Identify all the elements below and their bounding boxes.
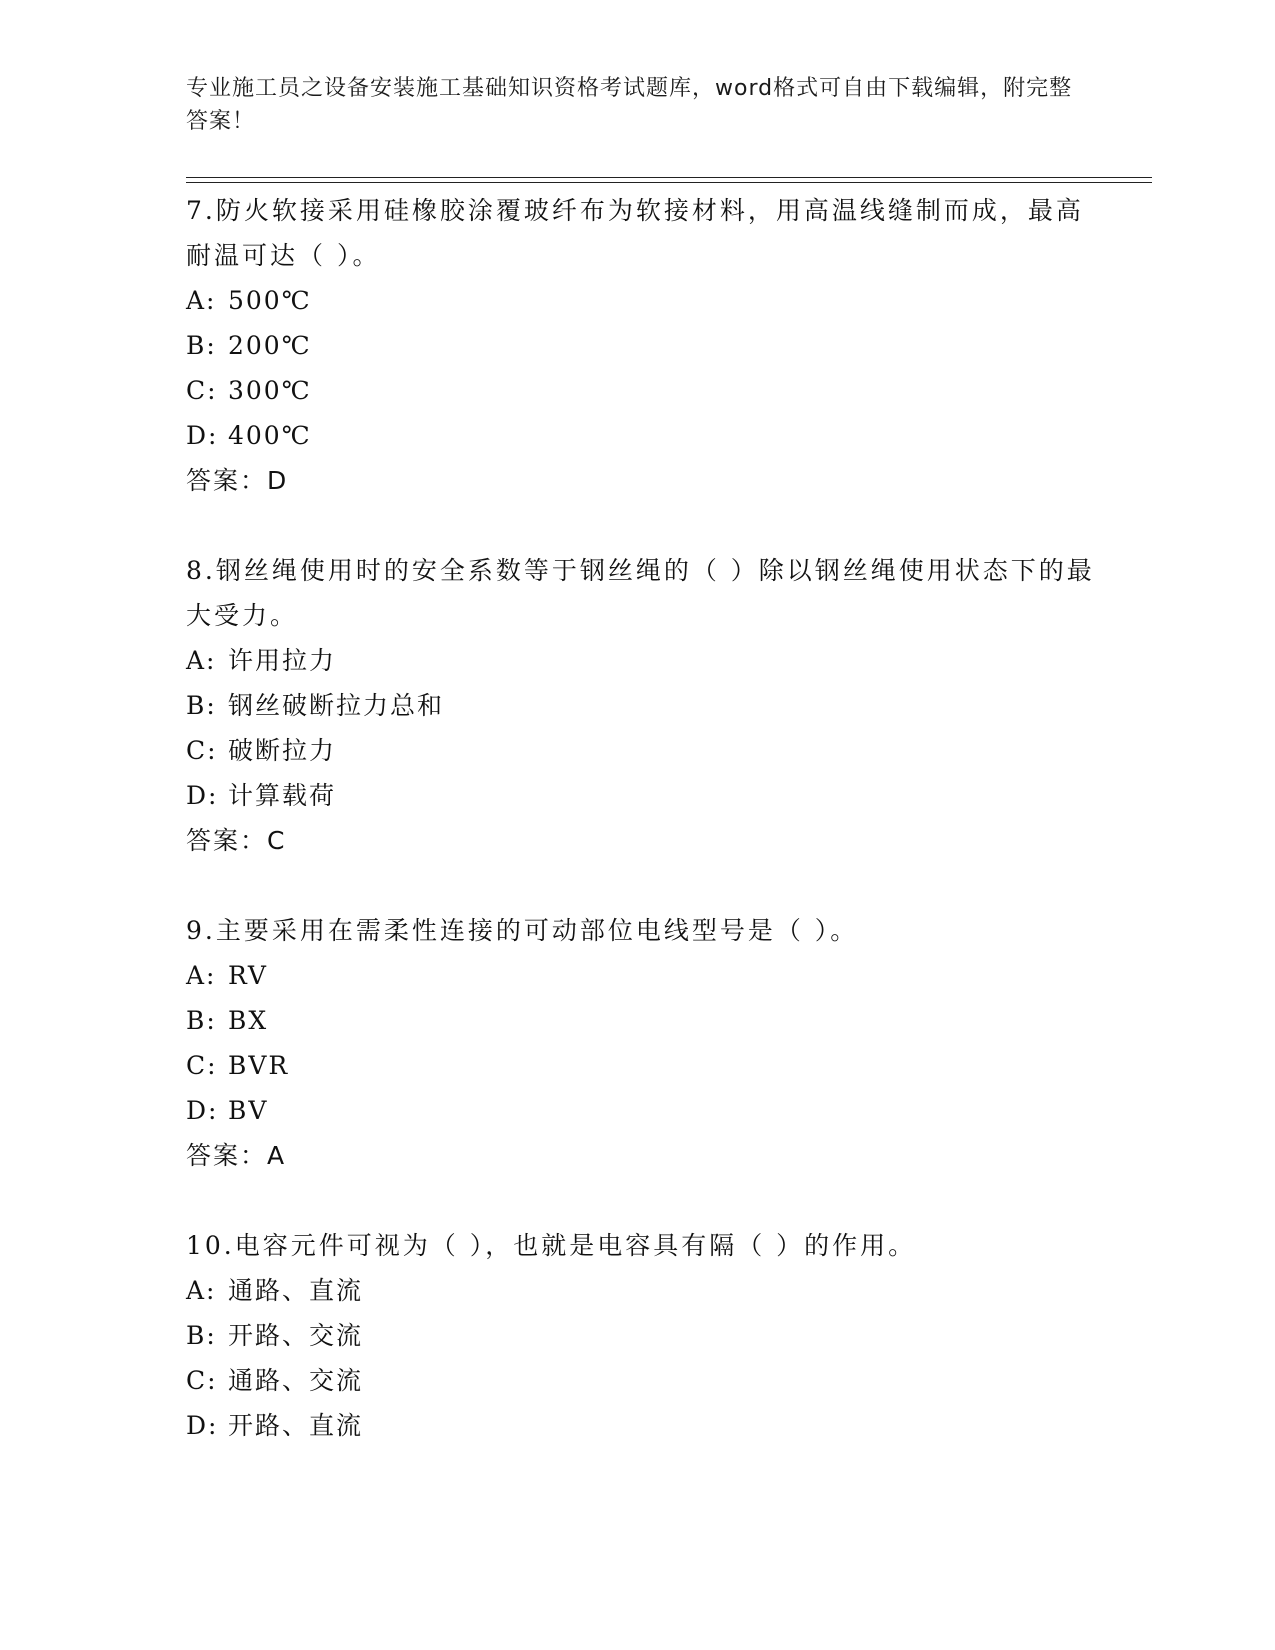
answer-value: C — [267, 826, 287, 855]
option-letter: A: — [186, 286, 217, 315]
option-text: 计算载荷 — [228, 781, 337, 810]
option-a — [186, 638, 1106, 683]
document-header: 专业施工员之设备安装施工基础知识资格考试题库，word格式可自由下载编辑，附完整答案！ — [186, 76, 1073, 134]
option-d — [186, 413, 1106, 458]
option-letter: B: — [186, 331, 217, 360]
option-c — [186, 1043, 1106, 1088]
option-letter: A: — [186, 961, 217, 990]
question-spacer — [186, 863, 1106, 908]
option-a — [186, 278, 1106, 323]
option-letter: D: — [186, 1411, 219, 1440]
option-b — [186, 683, 1106, 728]
header-divider-bottom — [186, 182, 1152, 183]
option-letter: A: — [186, 646, 217, 675]
option-text: 200℃ — [228, 331, 312, 360]
option-letter: C: — [186, 376, 218, 405]
answer-value: A — [267, 1141, 287, 1170]
option-text: 开路、直流 — [228, 1411, 364, 1440]
option-a — [186, 953, 1106, 998]
option-d — [186, 773, 1106, 818]
option-text: BVR — [228, 1051, 290, 1080]
question-spacer — [186, 503, 1106, 548]
option-text: BX — [228, 1006, 269, 1035]
option-text: 300℃ — [228, 376, 312, 405]
question-stem: 9.主要采用在需柔性连接的可动部位电线型号是（ ）。 — [186, 916, 859, 945]
option-letter: D: — [186, 1096, 219, 1125]
answer-line — [186, 818, 1106, 863]
option-b — [186, 998, 1106, 1043]
answer-label: 答案： — [186, 466, 268, 495]
header-divider-top — [186, 177, 1152, 178]
option-text: 许用拉力 — [228, 646, 337, 675]
option-letter: D: — [186, 781, 219, 810]
option-c — [186, 728, 1106, 773]
question-stem: 8.钢丝绳使用时的安全系数等于钢丝绳的（ ）除以钢丝绳使用状态下的最大受力。 — [186, 556, 1095, 630]
option-text: 通路、交流 — [228, 1366, 364, 1395]
option-c — [186, 368, 1106, 413]
option-letter: B: — [186, 1321, 217, 1350]
option-text: 400℃ — [228, 421, 312, 450]
option-text: 破断拉力 — [228, 736, 337, 765]
question-7 — [186, 188, 1106, 503]
question-8 — [186, 548, 1106, 863]
option-letter: B: — [186, 1006, 217, 1035]
option-letter: A: — [186, 1276, 217, 1305]
option-a — [186, 1268, 1106, 1313]
question-9 — [186, 908, 1106, 1178]
option-b — [186, 323, 1106, 368]
option-letter: C: — [186, 736, 218, 765]
option-letter: D: — [186, 421, 219, 450]
option-text: BV — [228, 1096, 269, 1125]
option-text: 500℃ — [228, 286, 312, 315]
answer-label: 答案： — [186, 826, 268, 855]
option-text: 开路、交流 — [228, 1321, 364, 1350]
option-d — [186, 1403, 1106, 1448]
question-stem: 7.防火软接采用硅橡胶涂覆玻纤布为软接材料，用高温线缝制而成，最高耐温可达（ ）。 — [186, 196, 1084, 270]
question-stem: 10.电容元件可视为（ ），也就是电容具有隔（ ）的作用。 — [186, 1231, 917, 1260]
option-text: 通路、直流 — [228, 1276, 364, 1305]
question-10 — [186, 1223, 1106, 1448]
option-letter: C: — [186, 1366, 218, 1395]
answer-label: 答案： — [186, 1141, 268, 1170]
option-text: RV — [228, 961, 268, 990]
option-b — [186, 1313, 1106, 1358]
answer-line — [186, 458, 1106, 503]
option-c — [186, 1358, 1106, 1403]
option-text: 钢丝破断拉力总和 — [228, 691, 445, 720]
question-spacer — [186, 1178, 1106, 1223]
option-letter: C: — [186, 1051, 218, 1080]
answer-line — [186, 1133, 1106, 1178]
option-letter: B: — [186, 691, 217, 720]
answer-value: D — [267, 466, 289, 495]
question-list — [186, 188, 1106, 1448]
option-d — [186, 1088, 1106, 1133]
